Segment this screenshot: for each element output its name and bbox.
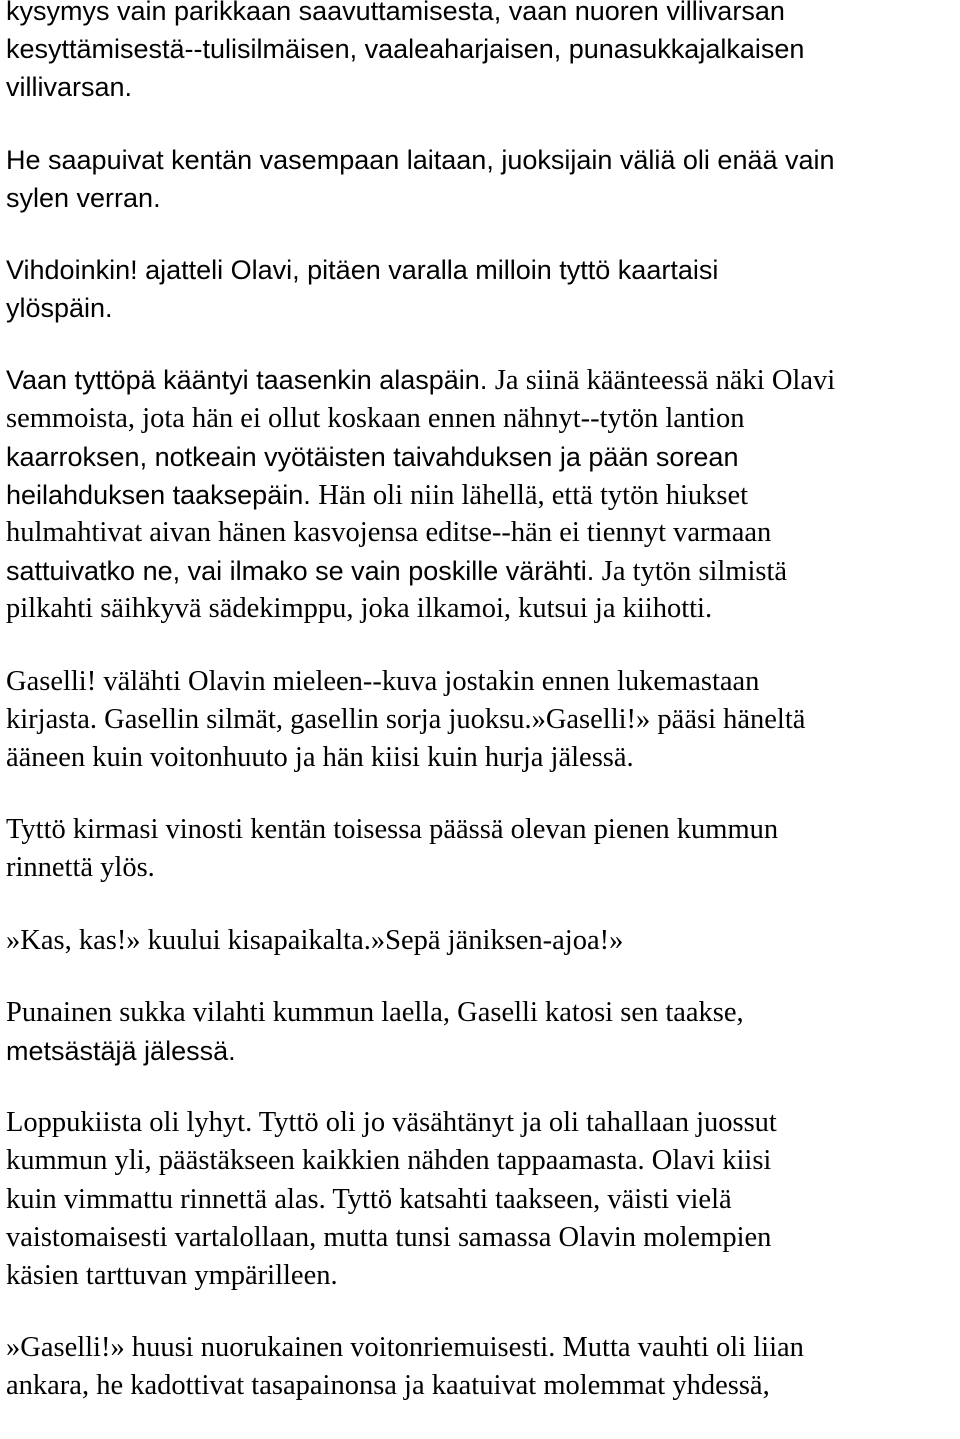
- text-line: [6, 438, 956, 476]
- text-segment: »Kas, kas!» kuului kisapaikalta.»Sepä jäniksen-ajoa!»: [6, 924, 624, 956]
- text-line: [6, 1219, 956, 1257]
- text-segment: pilkahti säihkyvä sädekimppu, joka ilkamoi, kutsui ja kiihotti.: [6, 593, 713, 625]
- text-segment: Vihdoinkin! ajatteli Olavi, pitäen varalla milloin tyttö kaartaisi: [6, 254, 719, 285]
- text-segment: kuin vimmattu rinnettä alas. Tyttö katsahti taakseen, väisti vielä: [6, 1183, 732, 1215]
- text-line: [6, 476, 956, 514]
- text-line: [6, 552, 956, 590]
- text-line: [6, 922, 956, 960]
- document-page: [6, 0, 956, 1439]
- paragraph: [6, 141, 956, 217]
- text-line: [6, 590, 956, 628]
- paragraph: [6, 1329, 956, 1405]
- text-segment: vaistomaisesti vartalollaan, mutta tunsi samassa Olavin molempien: [6, 1221, 772, 1253]
- paragraph: [6, 663, 956, 778]
- text-segment: kesyttämisestä--tulisilmäisen, vaaleaharjaisen, punasukkajalkaisen: [6, 34, 805, 65]
- text-segment: heilahduksen taaksepäin.: [6, 479, 319, 510]
- text-line: [6, 361, 956, 399]
- text-line: [6, 251, 956, 289]
- text-line: [6, 1142, 956, 1180]
- text-segment: He saapuivat kentän vasempaan laitaan, juoksijain väliä oli enää vain: [6, 144, 835, 175]
- text-line: [6, 1181, 956, 1219]
- text-line: [6, 68, 956, 106]
- text-line: [6, 30, 956, 68]
- text-line: [6, 141, 956, 179]
- text-segment: kysymys vain parikkaan saavuttamisesta, vaan nuoren villivarsan: [6, 0, 785, 26]
- text-line: [6, 1104, 956, 1142]
- text-segment: Vaan tyttöpä kääntyi taasenkin alaspäin.: [6, 365, 495, 396]
- paragraph: [6, 361, 956, 628]
- text-line: [6, 701, 956, 739]
- text-segment: ankara, he kadottivat tasapainonsa ja kaatuivat molemmat yhdessä,: [6, 1370, 770, 1402]
- text-line: [6, 849, 956, 887]
- text-line: [6, 994, 956, 1032]
- paragraph: [6, 922, 956, 960]
- text-segment: Loppukiista oli lyhyt. Tyttö oli jo väsähtänyt ja oli tahallaan juossut: [6, 1107, 777, 1139]
- text-line: [6, 0, 956, 30]
- text-line: [6, 663, 956, 701]
- text-segment: metsästäjä jälessä.: [6, 1035, 236, 1066]
- text-line: [6, 514, 956, 552]
- text-segment: kirjasta. Gasellin silmät, gasellin sorja juoksu.»Gaselli!» pääsi häneltä: [6, 703, 806, 735]
- paragraph: [6, 1104, 956, 1295]
- text-line: [6, 739, 956, 777]
- text-segment: »Gaselli!» huusi nuorukainen voitonriemuisesti. Mutta vauhti oli liian: [6, 1332, 804, 1364]
- text-segment: hulmahtivat aivan hänen kasvojensa editse--hän ei tiennyt varmaan: [6, 517, 772, 549]
- text-segment: kummun yli, päästäkseen kaikkien nähden tappaamasta. Olavi kiisi: [6, 1145, 772, 1177]
- text-line: [6, 289, 956, 327]
- paragraph: [6, 994, 956, 1070]
- text-segment: semmoista, jota hän ei ollut koskaan ennen nähnyt--tytön lantion: [6, 402, 745, 434]
- text-segment: villivarsan.: [6, 72, 133, 103]
- text-line: [6, 179, 956, 217]
- text-line: [6, 1032, 956, 1070]
- paragraph: [6, 251, 956, 327]
- paragraph: [6, 0, 956, 107]
- text-segment: Punainen sukka vilahti kummun laella, Gaselli katosi sen taakse,: [6, 996, 744, 1028]
- text-line: [6, 1257, 956, 1295]
- text-line: [6, 1329, 956, 1367]
- text-segment: ylöspäin.: [6, 293, 113, 324]
- text-segment: Hän oli niin lähellä, että tytön hiukset: [318, 479, 749, 511]
- text-line: [6, 811, 956, 849]
- text-segment: Gaselli! välähti Olavin mieleen--kuva jostakin ennen lukemastaan: [6, 665, 760, 697]
- text-segment: sattuivatko ne, vai ilmako se vain poskille värähti.: [6, 556, 602, 587]
- text-segment: rinnettä ylös.: [6, 852, 155, 884]
- text-line: [6, 400, 956, 438]
- text-segment: Ja siinä käänteessä näki Olavi: [494, 365, 836, 397]
- text-segment: Tyttö kirmasi vinosti kentän toisessa päässä olevan pienen kummun: [6, 814, 779, 846]
- text-segment: ääneen kuin voitonhuuto ja hän kiisi kuin hurja jälessä.: [6, 742, 634, 773]
- paragraph: [6, 811, 956, 887]
- text-segment: käsien tarttuvan ympärilleen.: [6, 1259, 338, 1291]
- text-segment: kaarroksen, notkeain vyötäisten taivahduksen ja pään sorean: [6, 441, 739, 472]
- text-segment: sylen verran.: [6, 182, 161, 213]
- text-line: [6, 1367, 956, 1405]
- text-segment: Ja tytön silmistä: [601, 556, 788, 588]
